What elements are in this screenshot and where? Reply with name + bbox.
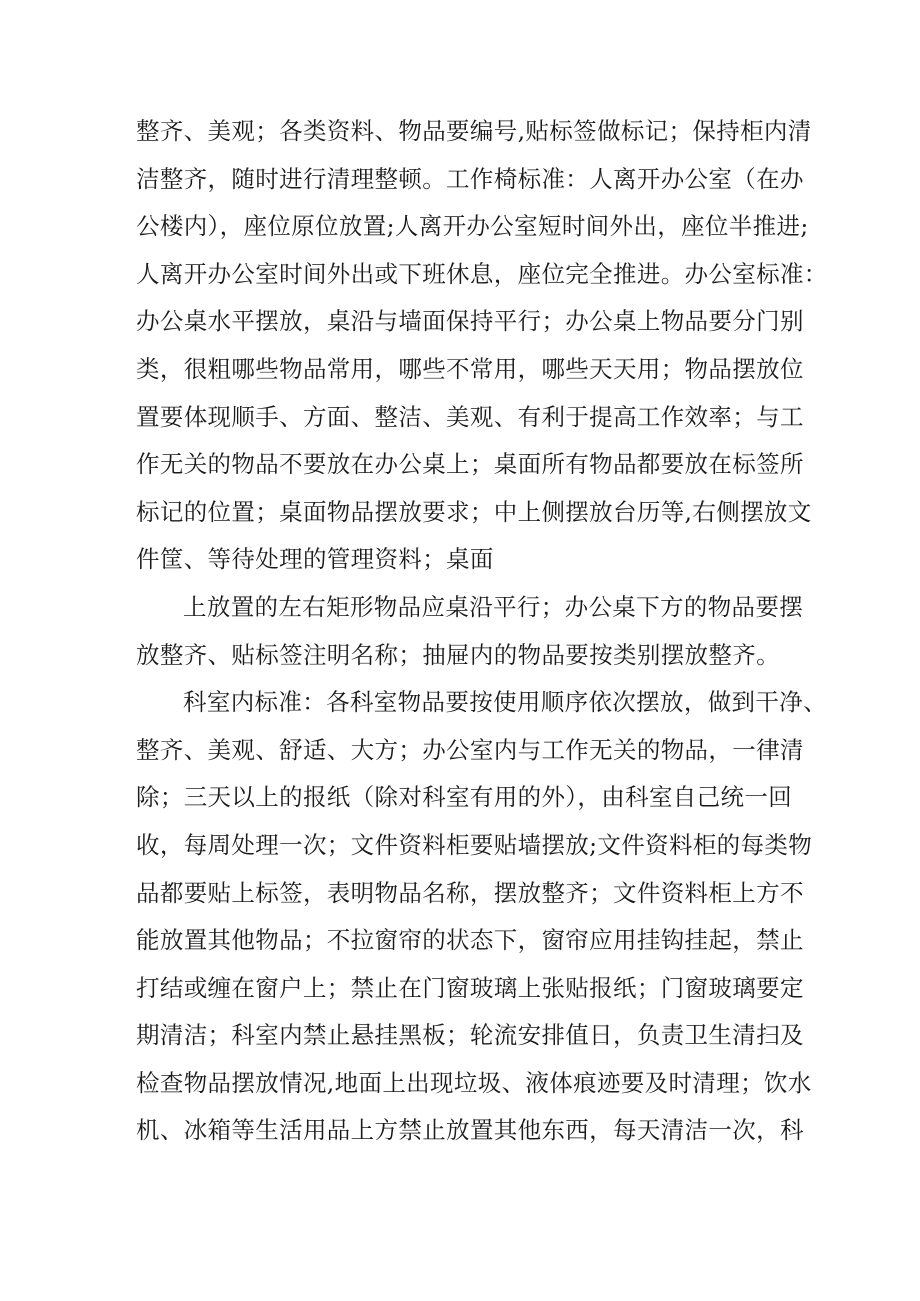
text-line: 机、冰箱等生活用品上方禁止放置其他东西，每天清洁一次，科 [136,1116,804,1145]
text-line: 科室内标准：各科室物品要按使用顺序依次摆放，做到干净、 [183,688,827,717]
text-line: 检查物品摆放情况,地面上出现垃圾、液体痕迹要及时清理；饮水 [136,1068,812,1097]
text-line: 公楼内），座位原位放置;人离开办公室短时间外出，座位半推进; [136,212,809,241]
text-line: 洁整齐，随时进行清理整顿。工作椅标准：人离开办公室（在办 [136,164,804,193]
text-line: 人离开办公室时间外出或下班休息，座位完全推进。办公室标准： [136,259,828,288]
text-line: 除；三天以上的报纸（除对科室有用的外），由科室自己统一回 [136,783,793,812]
text-line: 收，每周处理一次；文件资料柜要贴墙摆放;文件资料柜的每类物 [136,830,813,859]
text-line: 打结或缠在窗户上；禁止在门窗玻璃上张贴报纸；门窗玻璃要定 [136,973,804,1002]
body-text [136,108,828,1155]
text-line: 置要体现顺手、方面、整洁、美观、有利于提高工作效率；与工 [136,402,804,431]
text-line: 能放置其他物品；不拉窗帘的状态下，窗帘应用挂钩挂起，禁止 [136,926,804,955]
text-line: 整齐、美观；各类资料、物品要编号,贴标签做标记；保持柜内清 [136,117,812,145]
text-line: 标记的位置；桌面物品摆放要求；中上侧摆放台历等,右侧摆放文 [136,497,812,526]
text-line: 整齐、美观、舒适、大方；办公室内与工作无关的物品，一律清 [136,735,804,764]
text-line: 期清洁；科室内禁止悬挂黑板；轮流安排值日，负责卫生清扫及 [136,1021,804,1050]
text-line: 办公桌水平摆放，桌沿与墙面保持平行；办公桌上物品要分门别 [136,307,804,336]
text-line: 上放置的左右矩形物品应桌沿平行；办公桌下方的物品要摆 [183,592,804,621]
text-line: 件筐、等待处理的管理资料；桌面 [136,545,494,574]
text-line: 品都要贴上标签，表明物品名称，摆放整齐；文件资料柜上方不 [136,878,804,907]
text-line: 类，很粗哪些物品常用，哪些不常用，哪些天天用；物品摆放位 [136,354,804,383]
text-line: 放整齐、贴标签注明名称；抽屉内的物品要按类别摆放整齐。 [136,640,780,669]
text-line: 作无关的物品不要放在办公桌上；桌面所有物品都要放在标签所 [136,450,804,479]
